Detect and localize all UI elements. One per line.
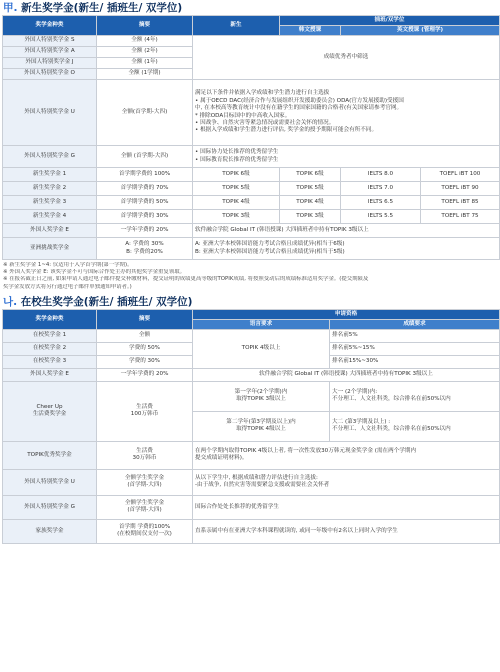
row-o-name: 外国人特别奖学金 O [3, 69, 97, 80]
col-summary: 摘要 [97, 16, 193, 36]
s-g-summary [97, 495, 193, 519]
section1-title [0, 0, 500, 15]
row-a-summary: 全额 (2年) [97, 47, 193, 58]
excellent-note: 成绩优秀者中筛选 [193, 36, 500, 80]
col2-summary: 摘要 [97, 309, 193, 329]
s-e-detail: 软件融合学院 Global IT (韩语授课) 大四插班者中持有TOPIK 3级以上 [193, 368, 500, 381]
s-g-summary-1: 全额学生奖学金 [124, 499, 165, 506]
cheer-grade-1b: 不分理工、人文社科类，综合排名在前50%以内 [332, 396, 451, 403]
section1-title-text: 新生奖学金(新生/ 插班生/ 双学位) [21, 2, 183, 14]
section2-title [0, 294, 500, 309]
row-g-line: • 国际教育院长推荐的优秀留学生 [195, 156, 279, 163]
note: ※ 外国人奖学金 E: 该奖学金不可与国际合作处主办的其他奖学金重复领取。 [3, 269, 185, 276]
section2-mark: 나. [3, 295, 18, 308]
cheer-grade-1a: 大一 (2个学期)内: [332, 388, 378, 395]
family-summary-1: 首学期 学费的100% [118, 523, 171, 530]
cheer-lang-2b: 取得TOPIK 4级以上 [236, 426, 286, 433]
row-u-line: • 根据入学成绩和学生潜力进行评估, 奖学金的授予期限可能会有所不同。 [195, 127, 378, 134]
topik4-requirement: TOPIK 4级以上 [193, 329, 330, 368]
newstu-2-new: TOPIK 5级 [193, 182, 280, 196]
col-korean: 韩文授课 [280, 26, 341, 36]
newstu-3-name: 新生奖学金 3 [3, 196, 97, 210]
cheer-lang-2 [193, 411, 330, 441]
cheer-lang-1a: 第一学年(2个学期)内 [234, 388, 288, 395]
s-u-detail [193, 469, 500, 495]
family-detail: 直系亲属中有在亚洲大学本科课程就读的, 或同一年级中有2名以上同时入学的学生 [193, 519, 500, 543]
note: 奖学金发放方式将另行通过电子邮件单独通知申请者。) [3, 283, 132, 290]
s-u-summary [97, 469, 193, 495]
row-s-name: 外国人特别奖学金 S [3, 36, 97, 47]
topik-excellent-summary [97, 441, 193, 469]
row-o-summary: 全额 (1学期) [97, 69, 193, 80]
s3-summary: 学费的 30% [97, 355, 193, 368]
newstu-3-korean: TOPIK 4级 [280, 196, 341, 210]
row-u-line: 满足以下条件并依据入学成绩和学生潜力进行自主选拔 [195, 90, 330, 97]
s-g-summary-2: (首学期-大四) [127, 507, 162, 514]
section1-notes [0, 260, 500, 294]
newstu-2-toefl: TOEFL iBT 90 [421, 182, 500, 196]
col-new: 新生 [193, 16, 280, 36]
asia-detail-a: A: 亚洲大学本校韩国语能力考试合格且成绩优异(相当于6级) [195, 241, 345, 248]
row-e-summary: 一学年学费的 20% [97, 224, 193, 238]
row-a-name: 外国人特别奖学金 A [3, 47, 97, 58]
cheer-grade-1 [330, 381, 500, 411]
col2-grade: 成绩要求 [330, 319, 500, 329]
asia-summary-a: A: 学费的 30% [125, 241, 164, 248]
newstu-4-ielts: IELTS 5.5 [341, 210, 421, 224]
row-e-name: 外国人奖学金 E [3, 224, 97, 238]
s-u-summary-1: 全额学生奖学金 [124, 474, 165, 481]
s2-grade: 排名前5%~15% [330, 342, 500, 355]
s1-name: 在校奖学金 1 [3, 329, 97, 342]
cheer-up-summary-1: 生活费 [136, 403, 153, 410]
asia-challenge-detail [193, 238, 500, 260]
new-student-scholarship-table [2, 15, 500, 260]
row-u-summary: 全额(首学期-大四) [97, 80, 193, 146]
col-kind: 奖学金种类 [3, 16, 97, 36]
newstu-4-name: 新生奖学金 4 [3, 210, 97, 224]
row-s-summary: 全额 (4年) [97, 36, 193, 47]
row-u-line: • 属于OECD DAC(经济合作与发展组织开发援助委员会) ODA(官方发展援助)受援国 [195, 97, 404, 104]
row-u-line: • 因战争、自然灾害等紧急情况或需要社会关怀的情况。 [195, 119, 335, 126]
topik-excellent-detail-1: 在两个学期内取得TOPIK 4级以上者, 将一次性发放30万韩元现金奖学金 (需在两个学期内 [195, 447, 417, 454]
newstu-3-new: TOPIK 4级 [193, 196, 280, 210]
newstu-2-ielts: IELTS 7.0 [341, 182, 421, 196]
cheer-lang-1 [193, 381, 330, 411]
newstu-1-ielts: IELTS 8.0 [341, 168, 421, 182]
s-u-name: 外国人特别奖学金 U [3, 469, 97, 495]
s1-summary: 全额 [97, 329, 193, 342]
col-transfer-group: 插班/双学位 [280, 16, 500, 26]
newstu-4-new: TOPIK 3级 [193, 210, 280, 224]
newstu-1-new: TOPIK 6级 [193, 168, 280, 182]
cheer-up-summary-2: 100万韩币 [130, 411, 159, 418]
newstu-2-summary: 首学期学费的 70% [97, 182, 193, 196]
s2-name: 在校奖学金 2 [3, 342, 97, 355]
family-summary-2: (在校期间仅支付一次) [117, 531, 172, 538]
row-g-line: • 国际协力处长推荐的优秀留学生 [195, 149, 279, 156]
s-e-name: 外国人奖学金 E [3, 368, 97, 381]
cheer-up-name [3, 381, 97, 441]
col2-kind: 奖学金种类 [3, 309, 97, 329]
topik-excellent-detail [193, 441, 500, 469]
row-u-line: * 排除ODA目标国中的中高收入国家。 [195, 112, 291, 119]
row-u-detail [193, 80, 500, 146]
note: ※ 新生奖学金 1~4: 仅适用于入学首学期(第一学期)。 [3, 262, 133, 268]
newstu-3-ielts: IELTS 6.5 [341, 196, 421, 210]
asia-challenge-summary [97, 238, 193, 260]
section1-mark: 甲. [3, 2, 18, 14]
col-english: 英文授课 (管理学) [341, 26, 500, 36]
s-g-name: 外国人特别奖学金 G [3, 495, 97, 519]
newstu-3-toefl: TOEFL iBT 85 [421, 196, 500, 210]
cheer-up-name-2: 生活费奖学金 [32, 411, 67, 418]
row-e-detail: 软件融合学院 Global IT (韩语授课) 大四插班者中持有TOPIK 3级以上 [193, 224, 500, 238]
asia-detail-b: B: 亚洲大学本校韩国语能力考试合格且成绩优异(相当于5级) [195, 248, 345, 255]
row-j-summary: 全额 (1年) [97, 58, 193, 69]
s3-name: 在校奖学金 3 [3, 355, 97, 368]
col2-qual: 申请资格 [193, 309, 500, 319]
family-summary [97, 519, 193, 543]
s-u-detail-2: -由于战争, 自然灾害等需要紧急支援或需要社会关怀者 [195, 482, 330, 489]
col2-lang: 语言要求 [193, 319, 330, 329]
s-g-detail: 国际合作处处长推荐的优秀留学生 [193, 495, 500, 519]
s2-summary: 学费的 50% [97, 342, 193, 355]
newstu-4-toefl: TOEFL iBT 75 [421, 210, 500, 224]
newstu-1-korean: TOPIK 6级 [280, 168, 341, 182]
s3-grade: 排名前15%~30% [330, 355, 500, 368]
topik-excellent-summary-2: 30万韩币 [132, 455, 157, 462]
newstu-2-korean: TOPIK 5级 [280, 182, 341, 196]
newstu-1-toefl: TOEFL iBT 100 [421, 168, 500, 182]
cheer-up-name-1: Cheer Up [36, 403, 63, 410]
s-u-detail-1: 从以下学生中, 根据成绩和潜力评估进行自主选拔: [195, 474, 318, 481]
row-g-name: 外国人特别奖学金 G [3, 146, 97, 168]
newstu-3-summary: 首学期学费的 50% [97, 196, 193, 210]
cheer-grade-2 [330, 411, 500, 441]
topik-excellent-summary-1: 生活费 [136, 447, 153, 454]
topik-excellent-name: TOPIK优秀奖学金 [3, 441, 97, 469]
newstu-4-korean: TOPIK 3级 [280, 210, 341, 224]
cheer-grade-2b: 不分理工、人文社科类，综合排名在前50%以内 [332, 426, 451, 433]
note: ※ 在报名截止日之前, 如果申请人通过电子邮件提交补缴材料，提交证明的成绩更高等级的TOPIK成绩, 将按照变动后的成绩标准适用奖学金。(提交期限及 [3, 276, 369, 283]
newstu-2-name: 新生奖学金 2 [3, 182, 97, 196]
asia-summary-b: B: 学费的20% [126, 248, 163, 255]
s1-grade: 排名前5% [330, 329, 500, 342]
row-j-name: 外国人特别奖学金 J [3, 58, 97, 69]
topik-excellent-detail-2: 提交成绩证明材料)。 [195, 455, 248, 462]
cheer-up-summary [97, 381, 193, 441]
newstu-4-summary: 首学期学费的 30% [97, 210, 193, 224]
row-u-line: 中, 在本校高等教育统计中没有在籍学生的国家国籍的合格者(有关国家请参考官网。 [195, 105, 403, 112]
row-u-name: 外国人特别奖学金 U [3, 80, 97, 146]
asia-challenge-name: 亚洲挑战奖学金 [3, 238, 97, 260]
s-u-summary-2: (首学期-大四) [127, 482, 162, 489]
family-name: 家族奖学金 [3, 519, 97, 543]
s-e-summary: 一学年学费的 20% [97, 368, 193, 381]
row-g-detail [193, 146, 500, 168]
newstu-1-summary: 首学期学费的 100% [97, 168, 193, 182]
cheer-grade-2a: 大二 (第3学期及以上) : [332, 418, 391, 425]
section2-title-text: 在校生奖学金(新生/ 插班生/ 双学位) [20, 295, 193, 308]
current-student-scholarship-table [2, 309, 500, 544]
newstu-1-name: 新生奖学金 1 [3, 168, 97, 182]
cheer-lang-1b: 取得TOPIK 3级以上 [236, 396, 286, 403]
row-g-summary: 全额 (首学期-大四) [97, 146, 193, 168]
cheer-lang-2a: 第二学年(第3学期及以上)内 [226, 418, 296, 425]
